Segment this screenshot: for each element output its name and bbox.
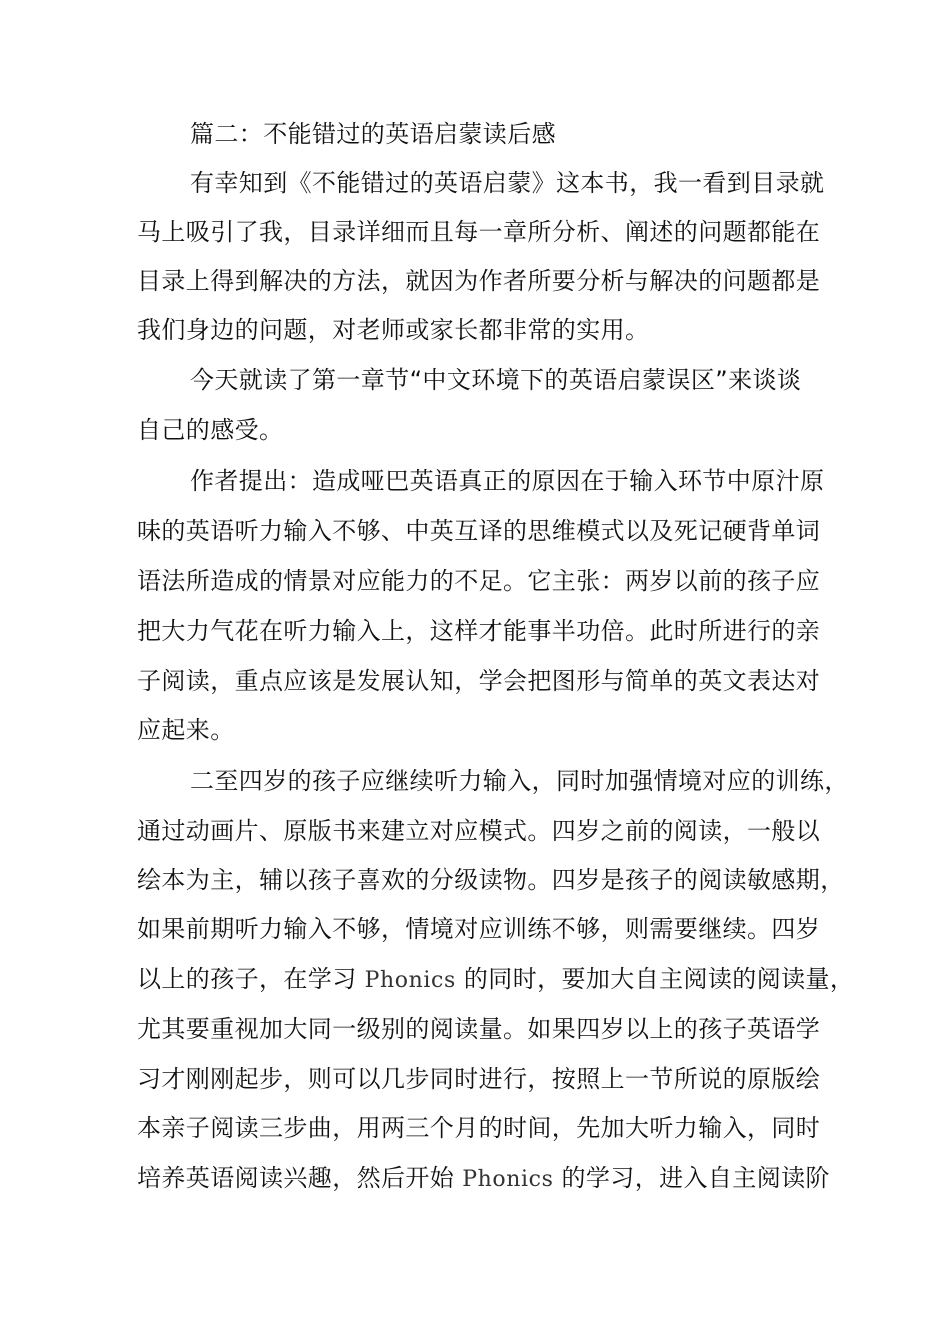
text-line: 应起来。 [137, 716, 235, 744]
text-line: 语法所造成的情景对应能力的不足。它主张：两岁以前的孩子应 [137, 567, 821, 595]
paragraph-1-line-1 [0, 163, 950, 203]
latin-term: Phonics [364, 968, 456, 993]
paragraph-4-line-5 [0, 959, 950, 999]
paragraph-4-line-8 [0, 1108, 950, 1148]
paragraph-2-line-2 [0, 410, 950, 450]
paragraph-3-line-1 [0, 461, 950, 501]
text-segment: 的学习，进入自主阅读阶 [561, 1164, 830, 1192]
paragraph-4-line-3 [0, 860, 950, 900]
text-segment: 的同时，要加大自主阅读的阅读量， [463, 965, 855, 993]
title-text: 篇二：不能错过的英语启蒙读后感 [190, 120, 556, 148]
paragraph-1-line-3 [0, 261, 950, 301]
text-line: 本亲子阅读三步曲，用两三个月的时间，先加大听力输入，同时 [137, 1114, 821, 1142]
text-line: 今天就读了第一章节“中文环境下的英语启蒙误区”来谈谈 [190, 366, 802, 394]
text-line: 自己的感受。 [137, 416, 284, 444]
text-segment: 培养英语阅读兴趣，然后开始 [137, 1164, 455, 1192]
text-line: 二至四岁的孩子应继续听力输入，同时加强情境对应的训练， [190, 767, 849, 795]
paragraph-4-line-6 [0, 1009, 950, 1049]
text-line: 味的英语听力输入不够、中英互译的思维模式以及死记硬背单词 [137, 517, 821, 545]
paragraph-3-line-5 [0, 661, 950, 701]
paragraph-3-line-2 [0, 511, 950, 551]
text-line: 如果前期听力输入不够，情境对应训练不够，则需要继续。四岁 [137, 915, 821, 943]
paragraph-1-line-4 [0, 310, 950, 350]
text-line: 通过动画片、原版书来建立对应模式。四岁之前的阅读，一般以 [137, 817, 821, 845]
paragraph-1-line-2 [0, 212, 950, 252]
text-line: 习才刚刚起步，则可以几步同时进行，按照上一节所说的原版绘 [137, 1065, 821, 1093]
paragraph-2-line-1 [0, 360, 950, 400]
latin-term: Phonics [462, 1167, 554, 1192]
text-line: 目录上得到解决的方法，就因为作者所要分析与解决的问题都是 [137, 267, 821, 295]
text-line: 尤其要重视加大同一级别的阅读量。如果四岁以上的孩子英语学 [137, 1015, 821, 1043]
paragraph-4-line-9 [0, 1158, 950, 1198]
paragraph-3-line-6 [0, 710, 950, 750]
text-line: 有幸知到《不能错过的英语启蒙》这本书，我一看到目录就 [190, 169, 825, 197]
text-line: 马上吸引了我，目录详细而且每一章所分析、阐述的问题都能在 [137, 218, 821, 246]
text-segment: 以上的孩子，在学习 [137, 965, 357, 993]
text-line: 作者提出：造成哑巴英语真正的原因在于输入环节中原汁原 [190, 467, 825, 495]
document-title [0, 114, 950, 154]
text-line: 我们身边的问题，对老师或家长都非常的实用。 [137, 316, 650, 344]
text-line: 子阅读，重点应该是发展认知，学会把图形与简单的英文表达对 [137, 667, 821, 695]
paragraph-3-line-4 [0, 611, 950, 651]
paragraph-3-line-3 [0, 561, 950, 601]
paragraph-4-line-7 [0, 1059, 950, 1099]
paragraph-4-line-2 [0, 811, 950, 851]
text-line: 绘本为主，辅以孩子喜欢的分级读物。四岁是孩子的阅读敏感期， [137, 866, 845, 894]
paragraph-4-line-1 [0, 761, 950, 801]
text-line: 把大力气花在听力输入上，这样才能事半功倍。此时所进行的亲 [137, 617, 821, 645]
paragraph-4-line-4 [0, 909, 950, 949]
